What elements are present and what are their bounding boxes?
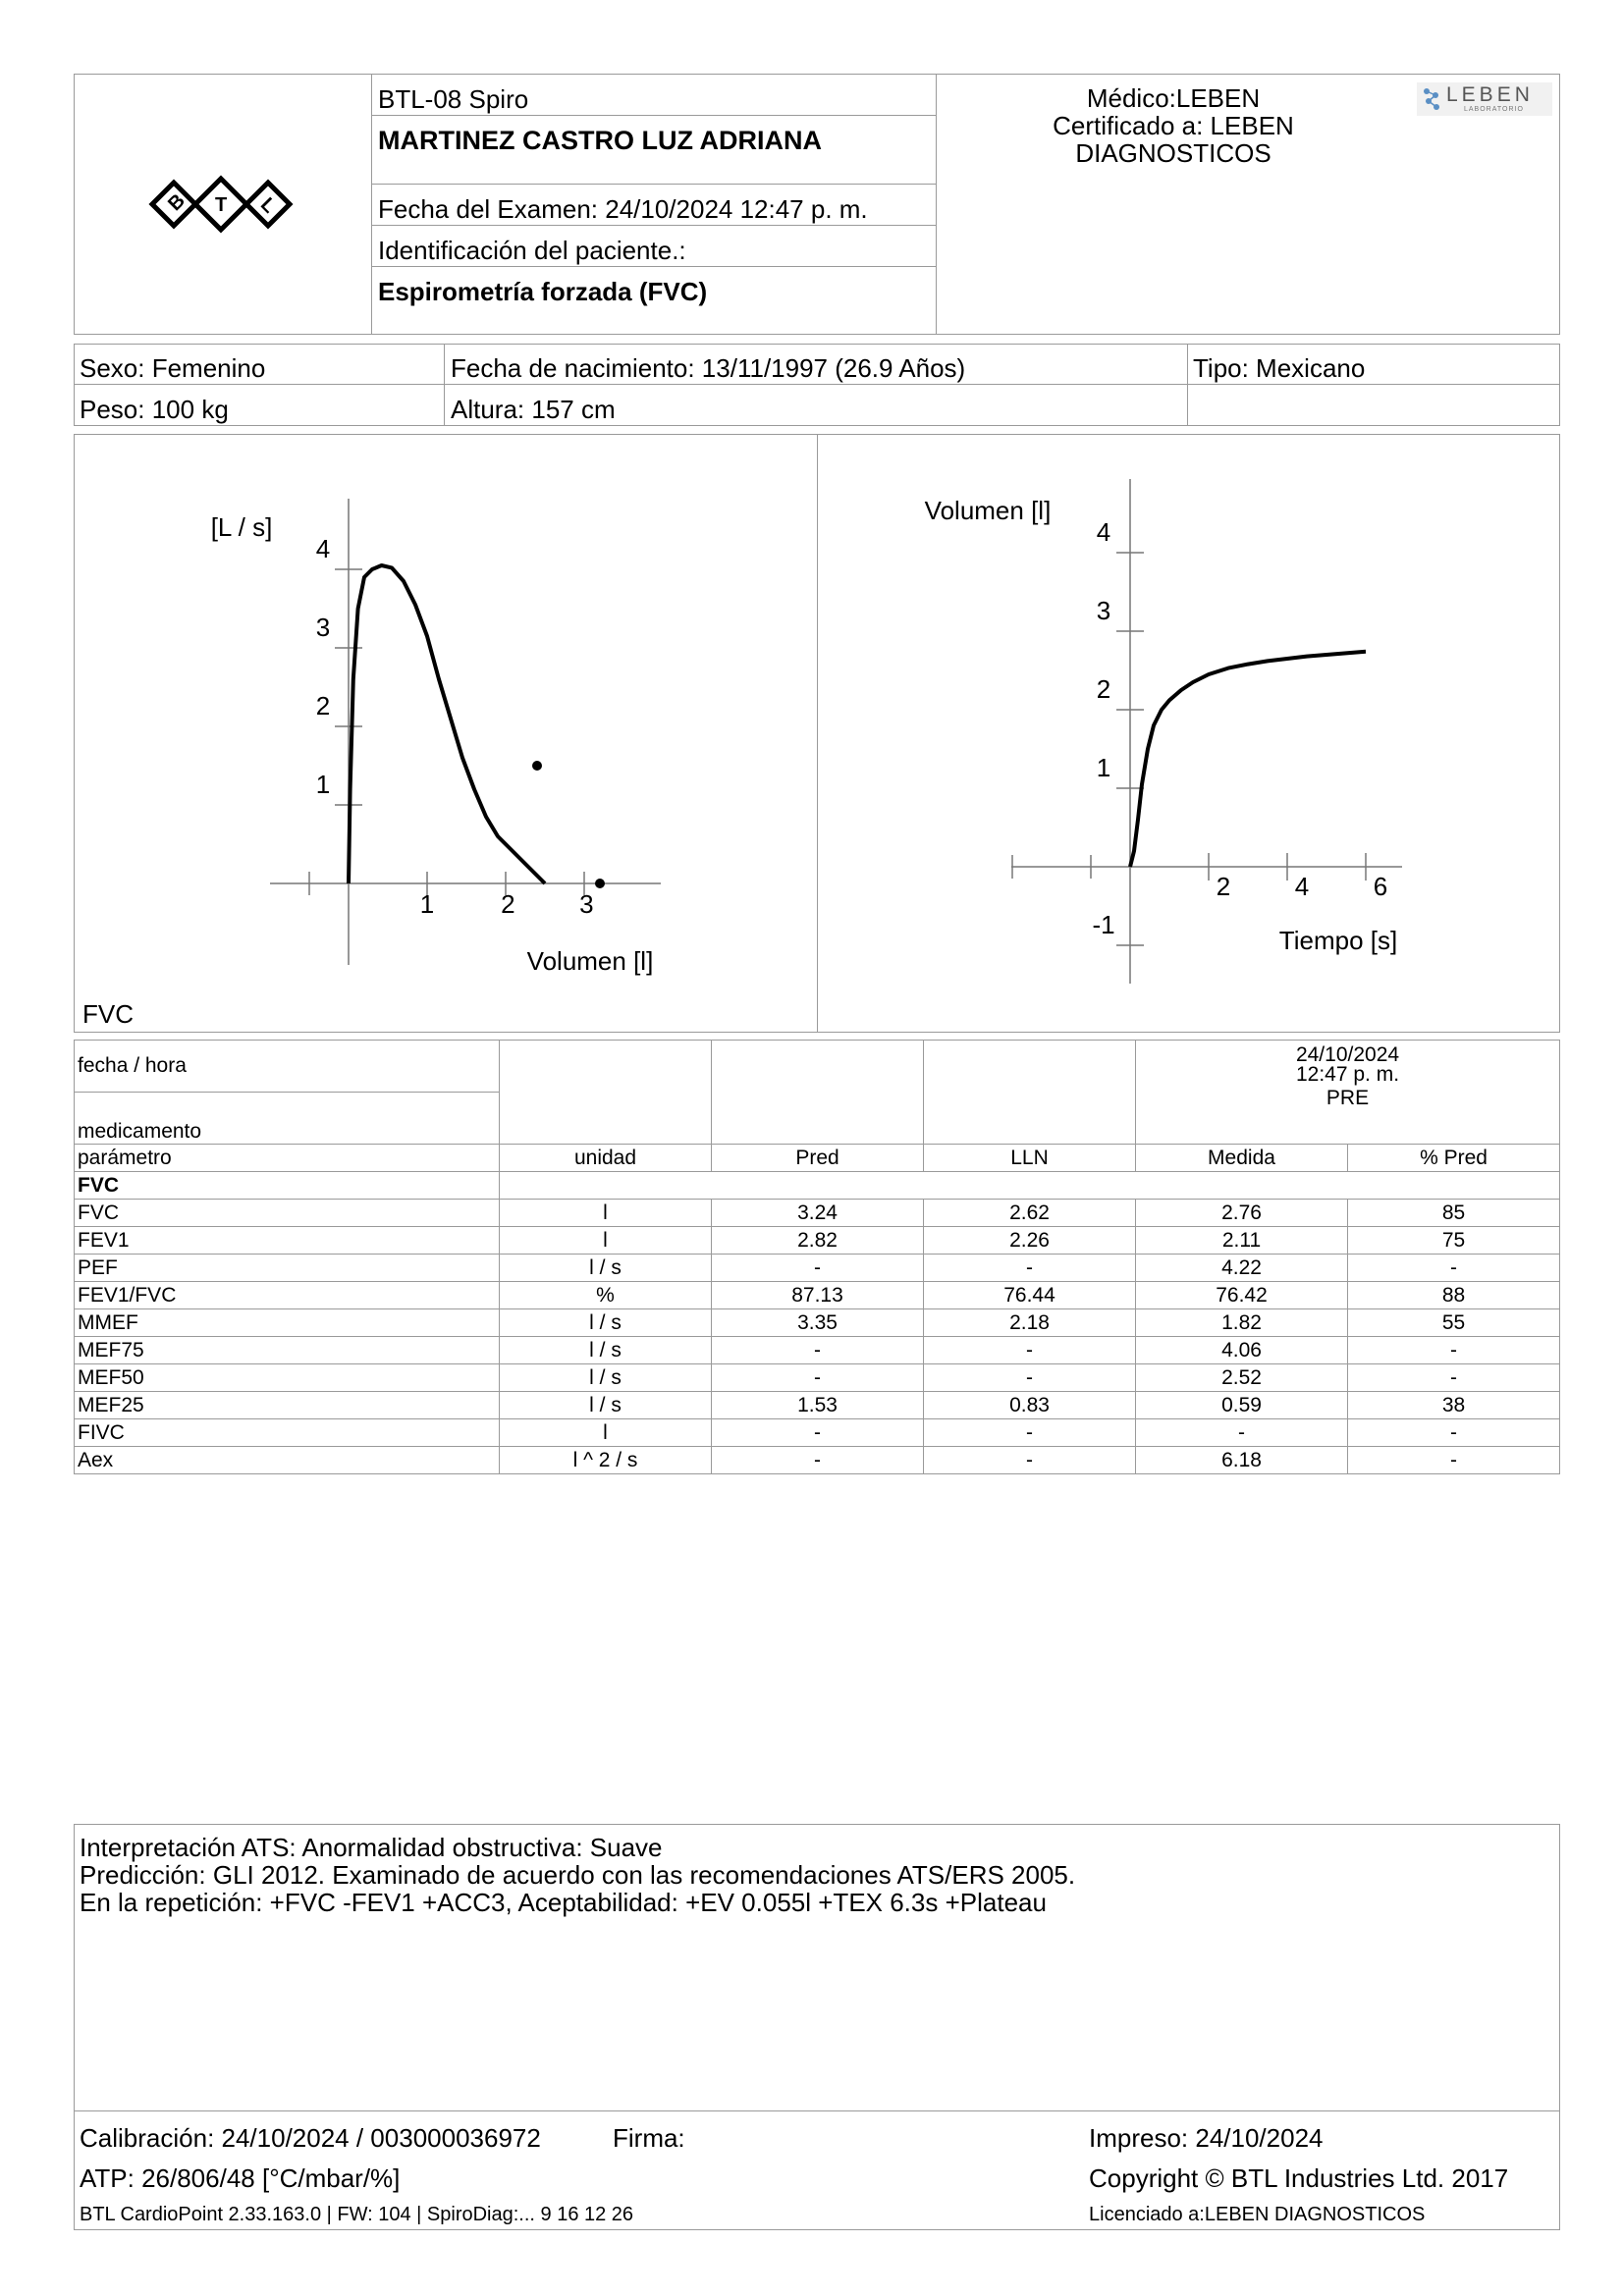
doctor-name: Médico:LEBEN <box>1086 83 1261 113</box>
exam-date: Fecha del Examen: 24/10/2024 12:47 p. m. <box>378 194 868 224</box>
signature-label: Firma: <box>613 2123 685 2153</box>
y-tick-label: 1 <box>315 770 331 799</box>
param-name: FVC <box>75 1200 500 1227</box>
patient-name: MARTINEZ CASTRO LUZ ADRIANA <box>378 126 822 155</box>
param-measured: 76.42 <box>1136 1282 1348 1309</box>
param-name: Aex <box>75 1447 500 1474</box>
param-pred: 1.53 <box>712 1392 924 1419</box>
param-lln: - <box>924 1337 1136 1364</box>
param-pct-pred: 85 <box>1348 1200 1560 1227</box>
param-pred: - <box>712 1364 924 1392</box>
patient-type: Tipo: Mexicano <box>1193 353 1366 383</box>
param-lln: 2.26 <box>924 1227 1136 1255</box>
y-axis-label: [L / s] <box>210 512 273 542</box>
table-row <box>75 1255 1560 1282</box>
y-tick-label: 2 <box>315 691 331 721</box>
interpretation-line-2: Predicción: GLI 2012. Examinado de acuerdo con las recomendaciones ATS/ERS 2005. <box>80 1860 1076 1890</box>
param-unit: l <box>500 1227 712 1255</box>
param-pred: - <box>712 1419 924 1447</box>
x-tick-label: 4 <box>1294 872 1310 901</box>
param-unit: l ^ 2 / s <box>500 1447 712 1474</box>
printed-date: Impreso: 24/10/2024 <box>1089 2123 1324 2153</box>
param-pct-pred: 88 <box>1348 1282 1560 1309</box>
x-tick-label: 6 <box>1373 872 1388 901</box>
param-pct-pred: - <box>1348 1419 1560 1447</box>
param-pct-pred: 75 <box>1348 1227 1560 1255</box>
param-measured: 2.76 <box>1136 1200 1348 1227</box>
param-lln: - <box>924 1255 1136 1282</box>
param-pred: - <box>712 1337 924 1364</box>
param-unit: l / s <box>500 1364 712 1392</box>
y-axis-label: Volumen [l] <box>924 496 1052 525</box>
col-pred: Pred <box>712 1145 924 1172</box>
param-measured: 2.11 <box>1136 1227 1348 1255</box>
param-pred: - <box>712 1255 924 1282</box>
param-lln: 2.18 <box>924 1309 1136 1337</box>
param-pct-pred: - <box>1348 1364 1560 1392</box>
param-unit: l / s <box>500 1337 712 1364</box>
license: Licenciado a:LEBEN DIAGNOSTICOS <box>1089 2204 1426 2225</box>
param-lln: - <box>924 1364 1136 1392</box>
param-unit: l / s <box>500 1309 712 1337</box>
volume-time-curve <box>1130 652 1366 867</box>
measure-header <box>1136 1041 1560 1145</box>
patient-id: Identificación del paciente.: <box>378 236 686 265</box>
param-measured: 6.18 <box>1136 1447 1348 1474</box>
param-measured: 2.52 <box>1136 1364 1348 1392</box>
section-row <box>75 1172 1560 1200</box>
param-name: PEF <box>75 1255 500 1282</box>
patient-sex: Sexo: Femenino <box>80 353 266 383</box>
param-pred: 3.24 <box>712 1200 924 1227</box>
param-name: FEV1 <box>75 1227 500 1255</box>
param-unit: l / s <box>500 1255 712 1282</box>
charts-panel-label: FVC <box>82 999 134 1029</box>
param-lln: 2.62 <box>924 1200 1136 1227</box>
y-tick-label: 3 <box>315 613 331 642</box>
y-tick-label: -1 <box>1092 910 1115 939</box>
section-label: FVC <box>75 1172 500 1200</box>
results-table <box>74 1040 1560 1474</box>
certified-line-1: Certificado a: LEBEN <box>1053 111 1294 140</box>
measure-label: PRE <box>1325 1087 1370 1109</box>
head-medicamento: medicamento <box>75 1093 500 1145</box>
param-name: MEF75 <box>75 1337 500 1364</box>
param-measured: - <box>1136 1419 1348 1447</box>
measure-date: 24/10/2024 <box>1295 1043 1400 1066</box>
x-axis-label: Tiempo [s] <box>1278 926 1398 955</box>
param-unit: l <box>500 1200 712 1227</box>
param-unit: l / s <box>500 1392 712 1419</box>
x-axis-label: Volumen [l] <box>526 946 654 976</box>
param-pct-pred: 55 <box>1348 1309 1560 1337</box>
logo-letter-l: L <box>255 193 281 218</box>
param-unit: % <box>500 1282 712 1309</box>
patient-height: Altura: 157 cm <box>451 395 616 424</box>
param-pred: - <box>712 1447 924 1474</box>
table-row <box>75 1447 1560 1474</box>
table-row <box>75 1364 1560 1392</box>
interpretation-line-3: En la repetición: +FVC -FEV1 +ACC3, Aceptabilidad: +EV 0.055l +TEX 6.3s +Plateau <box>80 1888 1047 1917</box>
param-name: FIVC <box>75 1419 500 1447</box>
y-tick-label: 1 <box>1096 753 1111 782</box>
col-medida: Medida <box>1136 1145 1348 1172</box>
col-lln: LLN <box>924 1145 1136 1172</box>
param-lln: - <box>924 1447 1136 1474</box>
y-tick-label: 4 <box>315 534 331 563</box>
param-lln: 0.83 <box>924 1392 1136 1419</box>
x-tick-label: 2 <box>501 889 515 919</box>
param-lln: 76.44 <box>924 1282 1136 1309</box>
test-type: Espirometría forzada (FVC) <box>378 277 708 306</box>
volume-time-chart <box>0 0 1623 1033</box>
param-measured: 1.82 <box>1136 1309 1348 1337</box>
columns-row <box>75 1145 1560 1172</box>
param-measured: 4.22 <box>1136 1255 1348 1282</box>
col-unidad: unidad <box>500 1145 712 1172</box>
param-pct-pred: - <box>1348 1447 1560 1474</box>
param-pct-pred: 38 <box>1348 1392 1560 1419</box>
device-name: BTL-08 Spiro <box>378 84 529 114</box>
y-tick-label: 3 <box>1096 596 1111 625</box>
head-fecha: fecha / hora <box>75 1041 500 1093</box>
atp: ATP: 26/806/48 [°C/mbar/%] <box>80 2163 401 2193</box>
patient-weight: Peso: 100 kg <box>80 395 229 424</box>
calibration: Calibración: 24/10/2024 / 003000036972 <box>80 2123 541 2153</box>
measure-time: 12:47 p. m. <box>1295 1063 1400 1086</box>
logo-letter-b: B <box>164 189 189 216</box>
table-row <box>75 1200 1560 1227</box>
table-row <box>75 1227 1560 1255</box>
col-pct-pred: % Pred <box>1348 1145 1560 1172</box>
table-row <box>75 1419 1560 1447</box>
param-pct-pred: - <box>1348 1337 1560 1364</box>
param-name: FEV1/FVC <box>75 1282 500 1309</box>
software-version: BTL CardioPoint 2.33.163.0 | FW: 104 | SpiroDiag:... 9 16 12 26 <box>80 2204 634 2225</box>
param-unit: l <box>500 1419 712 1447</box>
table-row <box>75 1309 1560 1337</box>
x-tick-label: 3 <box>579 889 594 919</box>
param-lln: - <box>924 1419 1136 1447</box>
param-name: MEF25 <box>75 1392 500 1419</box>
x-tick-label: 1 <box>419 889 435 919</box>
param-name: MEF50 <box>75 1364 500 1392</box>
table-row <box>75 1392 1560 1419</box>
col-parametro: parámetro <box>75 1145 500 1172</box>
logo-letter-t: T <box>215 194 228 216</box>
table-row <box>75 1337 1560 1364</box>
param-pct-pred: - <box>1348 1255 1560 1282</box>
param-pred: 3.35 <box>712 1309 924 1337</box>
param-measured: 0.59 <box>1136 1392 1348 1419</box>
y-tick-label: 2 <box>1096 674 1111 704</box>
lab-logo-text: LEBEN <box>1446 83 1534 106</box>
param-pred: 2.82 <box>712 1227 924 1255</box>
param-pred: 87.13 <box>712 1282 924 1309</box>
param-name: MMEF <box>75 1309 500 1337</box>
copyright: Copyright © BTL Industries Ltd. 2017 <box>1089 2163 1509 2193</box>
param-measured: 4.06 <box>1136 1337 1348 1364</box>
x-tick-label: 2 <box>1216 872 1231 901</box>
y-tick-label: 4 <box>1096 517 1111 547</box>
certified-line-2: DIAGNOSTICOS <box>1075 138 1271 168</box>
lab-logo-sub: LABORATORIO <box>1464 106 1524 113</box>
table-row <box>75 1282 1560 1309</box>
patient-birth: Fecha de nacimiento: 13/11/1997 (26.9 Años) <box>451 353 966 383</box>
interpretation-line-1: Interpretación ATS: Anormalidad obstructiva: Suave <box>80 1833 663 1862</box>
interpretation-text <box>80 1834 1075 1916</box>
